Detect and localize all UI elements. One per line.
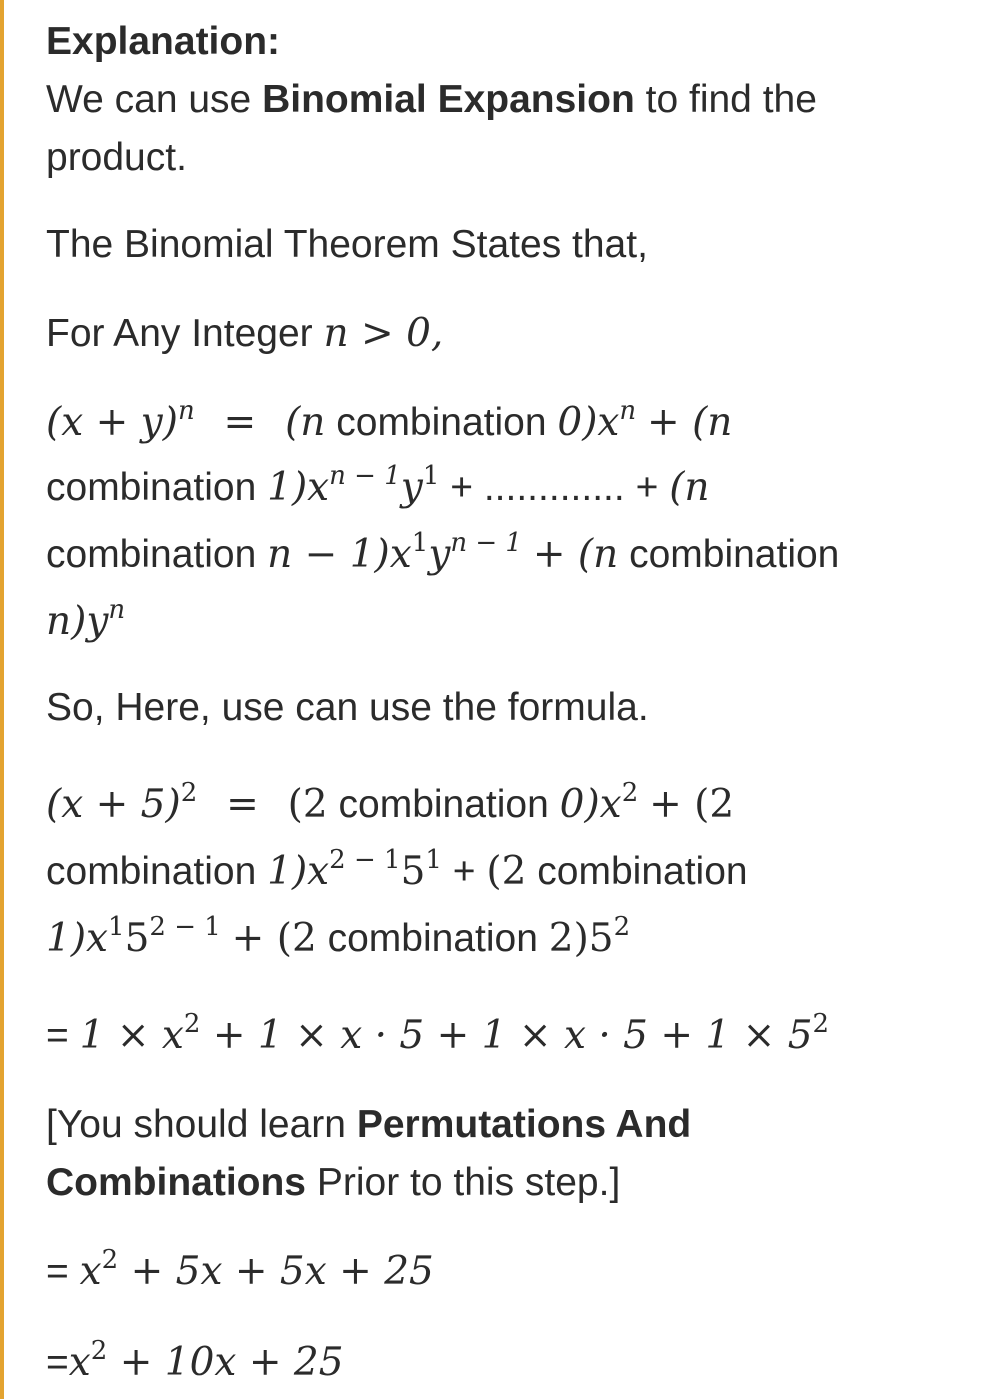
step-2-exp: 2 [101,1244,119,1275]
note-line-1 [46,1105,691,1144]
specific-l2-five: 5 [400,849,426,894]
for-any-line [46,311,444,356]
specific-l3-p1-exp: 1 [108,911,125,942]
explanation-heading [46,22,280,61]
for-any-text: For Any Integer [46,312,324,355]
general-l1-p1: (n [285,400,326,445]
intro-line-2 [46,138,187,177]
general-l3-p1-exp: 1 [411,527,429,558]
theorem-intro [46,225,648,264]
general-l4-p1-exp: n [108,594,126,625]
intro-bold: Binomial Expansion [262,78,635,121]
specific-l2-word: combination [46,850,257,893]
intro-post: to find the [634,78,817,121]
specific-line-2 [46,844,748,894]
specific-l2-word2: combination [537,850,748,893]
intro-cont: product. [46,136,187,179]
general-l3-y-exp: n − 1 [450,527,522,558]
final-exp: 2 [90,1335,108,1366]
specific-l2-p2: (2 [486,849,527,894]
note-bold-1: Permutations And [356,1103,692,1146]
specific-l3-p1: 1)x [46,916,109,961]
note-bold-2: Combinations [46,1161,306,1204]
specific-l2-p1-exp: 2 − 1 [329,844,401,875]
specific-l1-p1: (2 [287,782,328,827]
step-1-expr: 1 × x [79,1013,184,1058]
general-line-1 [46,395,733,445]
note-post: Prior to this step.] [306,1161,621,1204]
note-pre: [You should learn [46,1103,357,1146]
general-l1-p2-exp: n [619,395,637,426]
general-line-4 [46,594,126,644]
general-l3-word2: combination [629,533,840,576]
specific-l3-word: combination [327,917,538,960]
step-1-equals: = [46,1014,69,1057]
specific-l3-p3: 2)5 [548,916,614,961]
for-any-condition: n > 0, [323,311,444,356]
general-l3-y: y [428,532,451,577]
step-1-rest: + 1 × x · 5 + 1 × x · 5 + 1 × 5 [200,1013,813,1058]
step-1-exp2: 2 [812,1008,830,1039]
general-l2-y: y [400,465,423,510]
general-l1-word: combination [336,401,547,444]
specific-lhs-exp: 2 [180,777,198,808]
step-2-expr: x [79,1249,102,1294]
general-l2-y-exp: 1 [422,460,440,491]
final-rest: + 10x + 25 [107,1340,344,1385]
note-line-2 [46,1163,620,1202]
specific-l2-five-exp: 1 [425,844,442,875]
specific-l1-p2: 0)x [559,782,622,827]
accent-bar [0,0,4,1399]
general-l3-word: combination [46,533,257,576]
heading-text: Explanation: [46,20,281,63]
step-1-line [46,1008,830,1058]
general-equals: = [223,400,257,445]
so-here-text: So, Here, use can use the formula. [46,686,649,729]
general-lhs-exp: n [177,395,195,426]
general-l2-p1-exp: n − 1 [329,460,401,491]
step-2-equals: = [46,1250,69,1293]
final-equals: = [46,1341,69,1384]
specific-l3-five: 5 [124,916,150,961]
specific-l1-p3: + (2 [649,782,735,827]
general-line-3 [46,527,840,577]
general-l2-plus2: + [635,466,659,509]
final-line [46,1335,344,1385]
intro-line-1 [46,80,817,119]
intro-pre: We can use [46,78,263,121]
specific-line-1 [46,777,735,827]
theorem-intro-text: The Binomial Theorem States that, [46,223,648,266]
specific-l2-plus: + [452,850,476,893]
general-l3-p2: + (n [532,532,619,577]
step-2-rest: + 5x + 5x + 25 [118,1249,434,1294]
general-l3-p1: n − 1)x [267,532,412,577]
specific-l1-word: combination [338,783,549,826]
general-lhs: (x + y) [46,400,178,445]
specific-l2-p1: 1)x [267,849,330,894]
general-l2-dots: ............. [483,466,625,509]
general-line-2 [46,460,710,510]
specific-lhs: (x + 5) [46,782,181,827]
so-here-line [46,688,649,727]
general-l2-p1: 1)x [267,465,330,510]
specific-equals: = [226,782,259,827]
general-l1-p2: 0)x [557,400,620,445]
specific-l3-p3-exp: 2 [613,911,631,942]
general-l1-p3: + (n [647,400,733,445]
specific-l3-p2: + (2 [231,916,317,961]
step-1-exp1: 2 [183,1008,201,1039]
general-l2-p2: (n [669,465,710,510]
general-l4-p1: n)y [46,599,109,644]
specific-l1-p2-exp: 2 [621,777,639,808]
step-2-line [46,1244,434,1294]
final-expr: x [68,1340,91,1385]
specific-l3-five-exp: 2 − 1 [149,911,221,942]
specific-line-3 [46,911,631,961]
general-l2-word: combination [46,466,257,509]
general-l2-plus: + [450,466,473,509]
